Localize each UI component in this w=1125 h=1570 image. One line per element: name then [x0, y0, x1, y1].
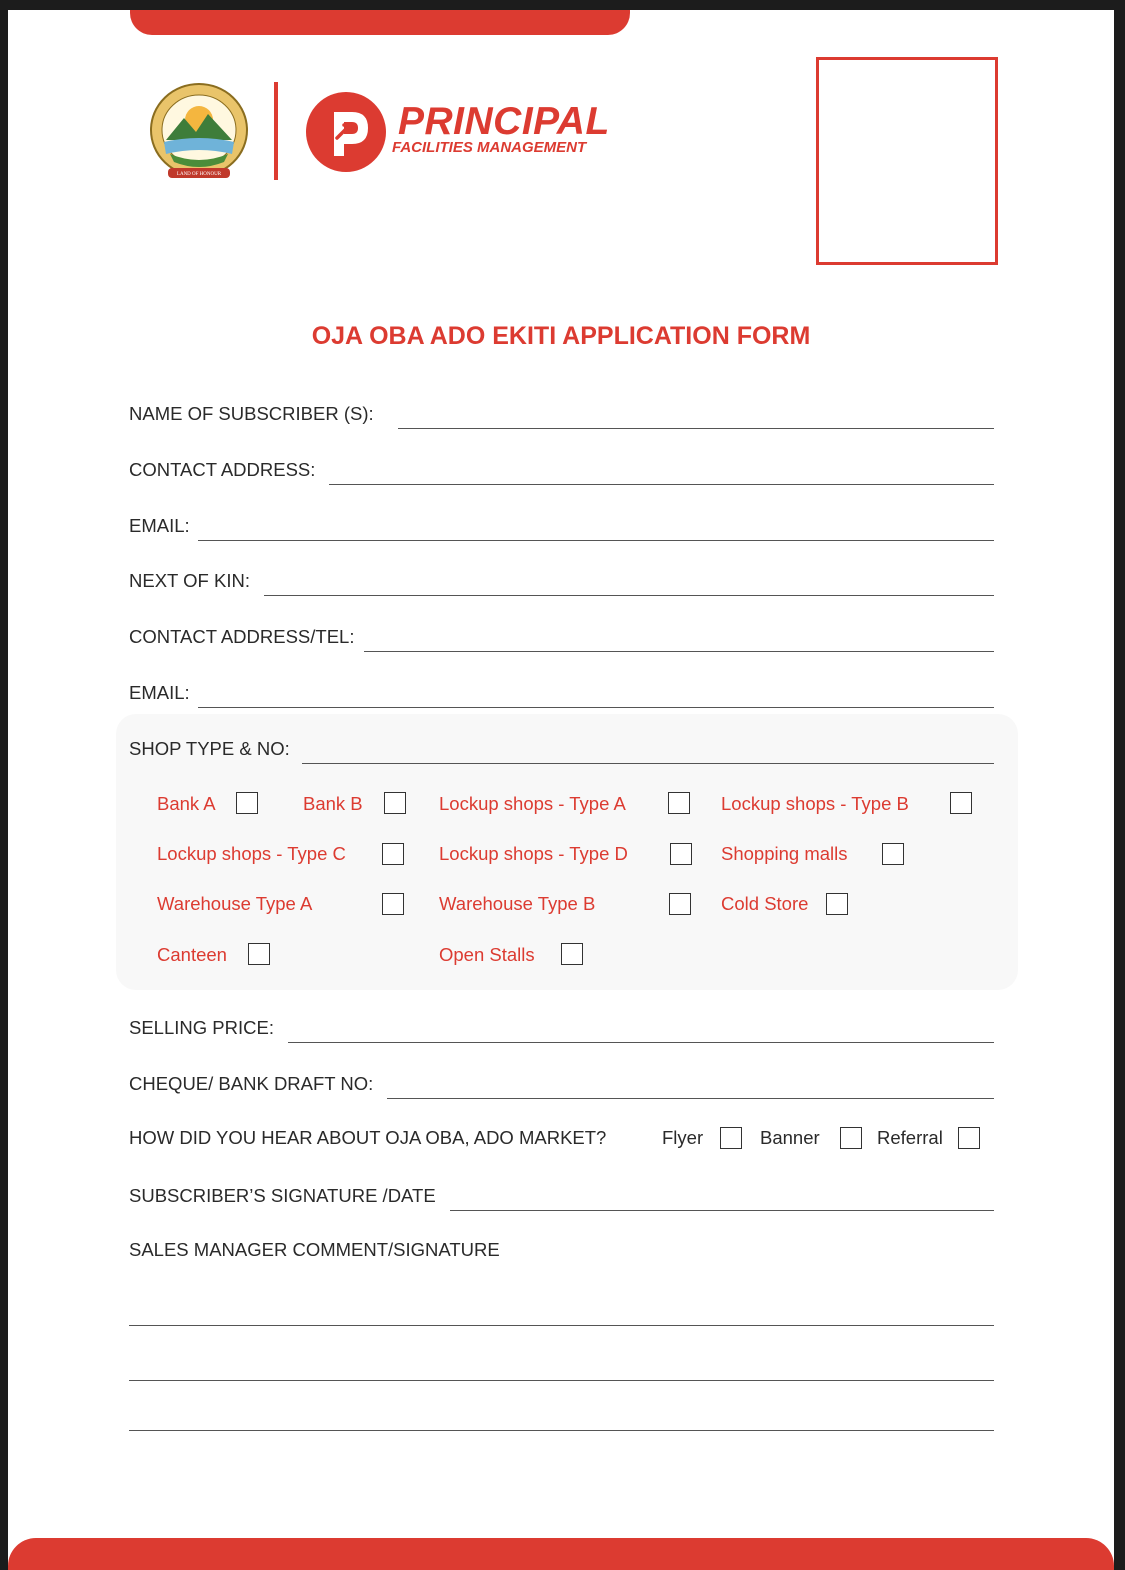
- email-label-1: EMAIL:: [129, 515, 190, 536]
- option-warehouse-b-label: Warehouse Type B: [439, 893, 596, 914]
- comment-line-1[interactable]: [129, 1325, 994, 1326]
- checkbox-lockup-a[interactable]: [668, 792, 690, 814]
- checkbox-shopping-malls[interactable]: [882, 843, 904, 865]
- contact-address-field: [129, 457, 994, 481]
- email-field-2: [129, 680, 994, 704]
- option-shopping-malls: [721, 841, 848, 867]
- option-lockup-a: [439, 791, 626, 817]
- hear-banner-label: Banner: [760, 1127, 820, 1148]
- option-cold-store: [721, 891, 808, 917]
- hear-referral-label: Referral: [877, 1127, 943, 1148]
- option-lockup-b-label: Lockup shops - Type B: [721, 793, 909, 814]
- option-warehouse-b: [439, 891, 595, 917]
- logo-divider: [274, 82, 278, 180]
- comment-line-3[interactable]: [129, 1430, 994, 1431]
- option-shopping-malls-label: Shopping malls: [721, 843, 848, 864]
- hear-about-question: HOW DID YOU HEAR ABOUT OJA OBA, ADO MARKET?: [129, 1127, 607, 1148]
- checkbox-bank-a[interactable]: [236, 792, 258, 814]
- cheque-label: CHEQUE/ BANK DRAFT NO:: [129, 1073, 374, 1094]
- checkbox-open-stalls[interactable]: [561, 943, 583, 965]
- option-open-stalls-label: Open Stalls: [439, 944, 535, 965]
- contact-address-label: CONTACT ADDRESS:: [129, 459, 316, 480]
- checkbox-lockup-d[interactable]: [670, 843, 692, 865]
- brand-name: PRINCIPAL: [398, 100, 610, 143]
- checkbox-warehouse-b[interactable]: [669, 893, 691, 915]
- subscriber-name-input-line[interactable]: [398, 428, 994, 429]
- contact-address-input-line[interactable]: [329, 484, 994, 485]
- top-decorative-band: [130, 10, 630, 35]
- subscriber-signature-label: SUBSCRIBER’S SIGNATURE /DATE: [129, 1185, 436, 1206]
- contact-tel-input-line[interactable]: [364, 651, 994, 652]
- option-lockup-d-label: Lockup shops - Type D: [439, 843, 628, 864]
- form-title: OJA OBA ADO EKITI APPLICATION FORM: [311, 322, 811, 350]
- option-lockup-c: [157, 841, 346, 867]
- next-of-kin-input-line[interactable]: [264, 595, 994, 596]
- option-open-stalls: [439, 942, 535, 968]
- option-bank-b-label: Bank B: [303, 793, 363, 814]
- sales-manager-label: SALES MANAGER COMMENT/SIGNATURE: [129, 1239, 500, 1260]
- checkbox-referral[interactable]: [958, 1127, 980, 1149]
- checkbox-warehouse-a[interactable]: [382, 893, 404, 915]
- email-input-line-1[interactable]: [198, 540, 994, 541]
- cheque-field: [129, 1071, 994, 1095]
- contact-tel-field: [129, 624, 994, 648]
- hear-flyer-label: Flyer: [662, 1127, 704, 1148]
- shop-type-input-line[interactable]: [302, 763, 994, 764]
- option-canteen: [157, 942, 227, 968]
- selling-price-input-line[interactable]: [288, 1042, 994, 1043]
- selling-price-field: [129, 1015, 994, 1039]
- checkbox-canteen[interactable]: [248, 943, 270, 965]
- checkbox-lockup-b[interactable]: [950, 792, 972, 814]
- checkbox-lockup-c[interactable]: [382, 843, 404, 865]
- option-lockup-c-label: Lockup shops - Type C: [157, 843, 346, 864]
- email-label-2: EMAIL:: [129, 682, 190, 703]
- next-of-kin-label: NEXT OF KIN:: [129, 570, 250, 591]
- checkbox-banner[interactable]: [840, 1127, 862, 1149]
- shop-type-field: [129, 736, 994, 760]
- svg-text:LAND OF HONOUR: LAND OF HONOUR: [176, 172, 222, 177]
- option-warehouse-a-label: Warehouse Type A: [157, 893, 313, 914]
- option-canteen-label: Canteen: [157, 944, 227, 965]
- email-field-1: [129, 513, 994, 537]
- option-warehouse-a: [157, 891, 312, 917]
- selling-price-label: SELLING PRICE:: [129, 1017, 274, 1038]
- subscriber-name-label: NAME OF SUBSCRIBER (S):: [129, 403, 374, 424]
- principal-p-logo: [304, 90, 388, 174]
- shop-type-label: SHOP TYPE & NO:: [129, 738, 290, 759]
- checkbox-bank-b[interactable]: [384, 792, 406, 814]
- option-bank-a: [157, 791, 216, 817]
- subscriber-signature-input-line[interactable]: [450, 1210, 994, 1211]
- subscriber-name-field: [129, 401, 994, 425]
- contact-tel-label: CONTACT ADDRESS/TEL:: [129, 626, 355, 647]
- email-input-line-2[interactable]: [198, 707, 994, 708]
- application-form-page: [8, 10, 1114, 1570]
- option-lockup-d: [439, 841, 628, 867]
- cheque-input-line[interactable]: [387, 1098, 994, 1099]
- checkbox-cold-store[interactable]: [826, 893, 848, 915]
- option-lockup-b: [721, 791, 909, 817]
- option-cold-store-label: Cold Store: [721, 893, 809, 914]
- passport-photo-box: [816, 57, 998, 265]
- ekiti-state-seal-logo: [148, 82, 250, 182]
- bottom-decorative-band: [8, 1538, 1114, 1570]
- comment-line-2[interactable]: [129, 1380, 994, 1381]
- subscriber-signature-field: [129, 1183, 994, 1207]
- option-bank-a-label: Bank A: [157, 793, 216, 814]
- option-lockup-a-label: Lockup shops - Type A: [439, 793, 626, 814]
- next-of-kin-field: [129, 568, 994, 592]
- option-bank-b: [303, 791, 363, 817]
- checkbox-flyer[interactable]: [720, 1127, 742, 1149]
- brand-subtitle: FACILITIES MANAGEMENT: [392, 139, 587, 156]
